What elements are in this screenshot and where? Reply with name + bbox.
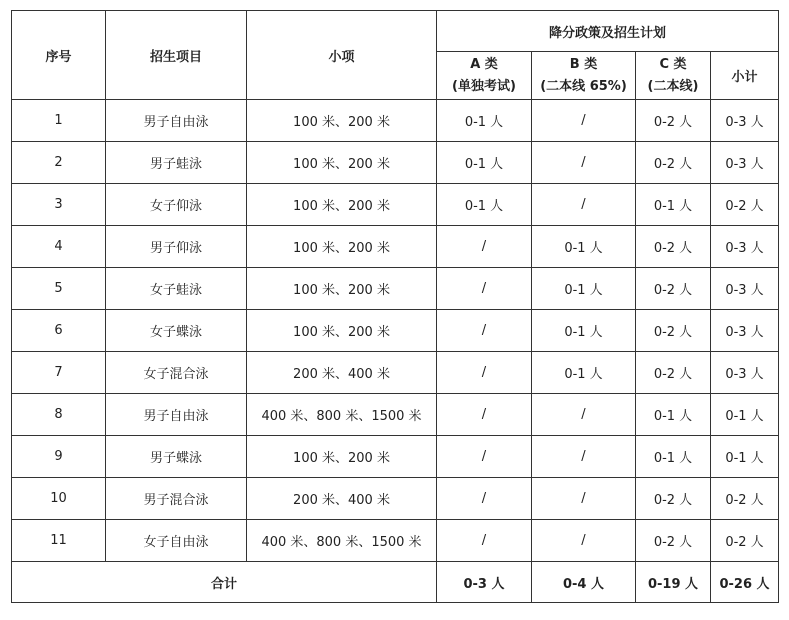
- total-class-c: 0-19 人: [636, 562, 711, 603]
- cell-index: 5: [12, 268, 106, 310]
- cell-class-b: 0-1 人: [532, 352, 636, 394]
- table-row: [12, 310, 779, 352]
- table-row: [12, 394, 779, 436]
- table-body: [12, 100, 779, 562]
- cell-index: 7: [12, 352, 106, 394]
- header-project: 招生项目: [106, 11, 247, 100]
- cell-events: 100 米、200 米: [247, 142, 437, 184]
- cell-subtotal: 0-2 人: [711, 184, 779, 226]
- header-event: 小项: [247, 11, 437, 100]
- header-class-c: [636, 52, 711, 100]
- cell-index: 9: [12, 436, 106, 478]
- table-row: [12, 268, 779, 310]
- cell-class-a: /: [437, 268, 532, 310]
- cell-class-c: 0-1 人: [636, 436, 711, 478]
- cell-subtotal: 0-2 人: [711, 478, 779, 520]
- cell-class-c: 0-1 人: [636, 394, 711, 436]
- header-index: 序号: [12, 11, 106, 100]
- cell-class-b: /: [532, 394, 636, 436]
- cell-class-a: 0-1 人: [437, 100, 532, 142]
- cell-class-b: /: [532, 520, 636, 562]
- table-row: [12, 184, 779, 226]
- cell-class-a: /: [437, 226, 532, 268]
- cell-events: 100 米、200 米: [247, 100, 437, 142]
- header-class-b: [532, 52, 636, 100]
- header-class-b-note: (二本线 65%): [540, 78, 627, 94]
- table-row: [12, 436, 779, 478]
- header-class-a-note: (单独考试): [452, 78, 516, 94]
- cell-events: 200 米、400 米: [247, 478, 437, 520]
- cell-events: 100 米、200 米: [247, 184, 437, 226]
- cell-subtotal: 0-3 人: [711, 352, 779, 394]
- cell-class-a: /: [437, 436, 532, 478]
- cell-events: 400 米、800 米、1500 米: [247, 394, 437, 436]
- cell-class-b: /: [532, 100, 636, 142]
- cell-class-b: /: [532, 184, 636, 226]
- cell-index: 10: [12, 478, 106, 520]
- cell-class-a: /: [437, 310, 532, 352]
- cell-subtotal: 0-3 人: [711, 226, 779, 268]
- header-policy-group: 降分政策及招生计划: [437, 11, 779, 52]
- header-class-a-title: A 类: [470, 56, 498, 72]
- cell-class-b: 0-1 人: [532, 226, 636, 268]
- cell-index: 8: [12, 394, 106, 436]
- cell-project: 男子仰泳: [106, 226, 247, 268]
- cell-project: 男子混合泳: [106, 478, 247, 520]
- table-row: [12, 142, 779, 184]
- total-subtotal: 0-26 人: [711, 562, 779, 603]
- cell-index: 6: [12, 310, 106, 352]
- cell-subtotal: 0-3 人: [711, 100, 779, 142]
- cell-events: 200 米、400 米: [247, 352, 437, 394]
- cell-class-a: /: [437, 394, 532, 436]
- cell-class-a: 0-1 人: [437, 184, 532, 226]
- cell-class-b: 0-1 人: [532, 310, 636, 352]
- cell-class-c: 0-1 人: [636, 184, 711, 226]
- cell-events: 100 米、200 米: [247, 310, 437, 352]
- cell-class-c: 0-2 人: [636, 478, 711, 520]
- cell-class-a: 0-1 人: [437, 142, 532, 184]
- header-class-c-note: (二本线): [647, 78, 699, 94]
- cell-events: 400 米、800 米、1500 米: [247, 520, 437, 562]
- cell-events: 100 米、200 米: [247, 436, 437, 478]
- cell-subtotal: 0-3 人: [711, 268, 779, 310]
- cell-events: 100 米、200 米: [247, 226, 437, 268]
- cell-project: 男子自由泳: [106, 394, 247, 436]
- cell-subtotal: 0-3 人: [711, 142, 779, 184]
- cell-events: 100 米、200 米: [247, 268, 437, 310]
- cell-subtotal: 0-1 人: [711, 394, 779, 436]
- cell-class-a: /: [437, 478, 532, 520]
- total-class-b: 0-4 人: [532, 562, 636, 603]
- header-class-b-title: B 类: [569, 56, 598, 72]
- table-row: [12, 520, 779, 562]
- cell-class-c: 0-2 人: [636, 310, 711, 352]
- cell-class-a: /: [437, 520, 532, 562]
- cell-project: 男子自由泳: [106, 100, 247, 142]
- header-class-c-title: C 类: [659, 56, 687, 72]
- header-class-a: [437, 52, 532, 100]
- total-label: 合计: [12, 562, 437, 603]
- cell-index: 3: [12, 184, 106, 226]
- cell-subtotal: 0-3 人: [711, 310, 779, 352]
- cell-class-a: /: [437, 352, 532, 394]
- cell-index: 1: [12, 100, 106, 142]
- header-row-1: [12, 11, 779, 52]
- cell-index: 4: [12, 226, 106, 268]
- table-row: [12, 226, 779, 268]
- cell-class-b: 0-1 人: [532, 268, 636, 310]
- table-row: [12, 478, 779, 520]
- cell-class-b: /: [532, 142, 636, 184]
- table-row: [12, 352, 779, 394]
- cell-project: 女子蛙泳: [106, 268, 247, 310]
- cell-class-c: 0-2 人: [636, 142, 711, 184]
- cell-project: 男子蛙泳: [106, 142, 247, 184]
- header-subtotal: 小计: [711, 52, 779, 100]
- cell-project: 女子自由泳: [106, 520, 247, 562]
- cell-project: 女子混合泳: [106, 352, 247, 394]
- cell-class-b: /: [532, 436, 636, 478]
- table-row: [12, 100, 779, 142]
- cell-project: 女子蝶泳: [106, 310, 247, 352]
- cell-class-c: 0-2 人: [636, 100, 711, 142]
- cell-project: 女子仰泳: [106, 184, 247, 226]
- cell-class-c: 0-2 人: [636, 268, 711, 310]
- total-row: [12, 562, 779, 603]
- cell-subtotal: 0-2 人: [711, 520, 779, 562]
- cell-class-c: 0-2 人: [636, 520, 711, 562]
- cell-index: 2: [12, 142, 106, 184]
- cell-class-c: 0-2 人: [636, 352, 711, 394]
- total-class-a: 0-3 人: [437, 562, 532, 603]
- enrollment-plan-table: [11, 10, 779, 603]
- cell-class-c: 0-2 人: [636, 226, 711, 268]
- cell-class-b: /: [532, 478, 636, 520]
- cell-project: 男子蝶泳: [106, 436, 247, 478]
- cell-subtotal: 0-1 人: [711, 436, 779, 478]
- cell-index: 11: [12, 520, 106, 562]
